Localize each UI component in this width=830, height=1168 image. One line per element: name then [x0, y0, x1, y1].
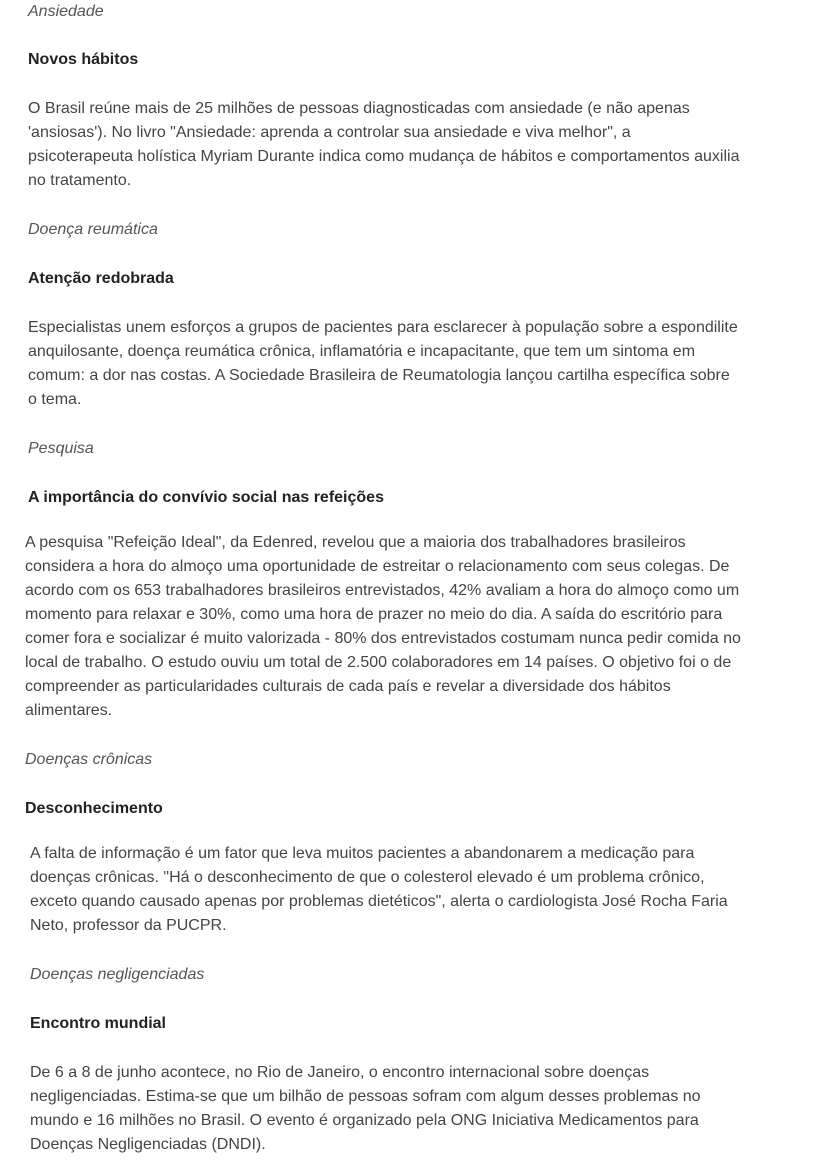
- section-kicker: Ansiedade: [28, 3, 104, 20]
- section-kicker: Doenças negligenciadas: [30, 966, 205, 983]
- section-paragraph: A pesquisa "Refeição Ideal", da Edenred, revelou que a maioria dos trabalhadores brasileiros considera a hora do almoço uma oportunidade de estreitar o relacionamento com seus colegas. De acordo com os 653 trabalhadores brasileiros entrevistados, 42% avaliam a hora do almoço como um momento para relaxar e 30%, como uma hora de prazer no meio do dia. A saída do escritório para comer fora e socializar é muito valorizada - 80% dos entrevistados costumam nunca pedir comida no local de trabalho. O estudo ouviu um total de 2.500 colaboradores em 14 países. O objetivo foi o de compreender as particularidades culturais de cada país e revelar a diversidade dos hábitos alimentares.: [25, 534, 741, 719]
- section-paragraph: O Brasil reúne mais de 25 milhões de pessoas diagnosticadas com ansiedade (e não apenas 'ansiosas'). No livro "Ansiedade: aprenda a controlar sua ansiedade e viva melhor", a psicoterapeuta holística Myriam Durante indica como mudança de hábitos e comportamentos auxilia no tratamento.: [28, 100, 740, 189]
- section-kicker: Doença reumática: [28, 221, 158, 238]
- section-heading: Novos hábitos: [28, 51, 139, 68]
- section-heading: Atenção redobrada: [28, 270, 174, 287]
- section-heading: Desconhecimento: [25, 800, 163, 817]
- section-heading: Encontro mundial: [30, 1015, 166, 1032]
- section-paragraph: De 6 a 8 de junho acontece, no Rio de Janeiro, o encontro internacional sobre doenças negligenciadas. Estima-se que um bilhão de pessoas sofram com algum desses problemas no mundo e 16 milhões no Brasil. O evento é organizado pela ONG Iniciativa Medicamentos para Doenças Negligenciadas (DNDI).: [30, 1064, 701, 1153]
- section-paragraph: Especialistas unem esforços a grupos de pacientes para esclarecer à população sobre a espondilite anquilosante, doença reumática crônica, inflamatória e incapacitante, que tem um sintoma em comum: a dor nas costas. A Sociedade Brasileira de Reumatologia lançou cartilha específica sobre o tema.: [28, 319, 738, 408]
- section-kicker: Doenças crônicas: [25, 751, 153, 768]
- section-kicker: Pesquisa: [28, 440, 94, 457]
- section-paragraph: A falta de informação é um fator que leva muitos pacientes a abandonarem a medicação para doenças crônicas. "Há o desconhecimento de que o colesterol elevado é um problema crônico, exceto quando causado apenas por problemas dietéticos", alerta o cardiologista José Rocha Faria Neto, professor da PUCPR.: [30, 845, 728, 934]
- section-heading: A importância do convívio social nas refeições: [28, 489, 384, 506]
